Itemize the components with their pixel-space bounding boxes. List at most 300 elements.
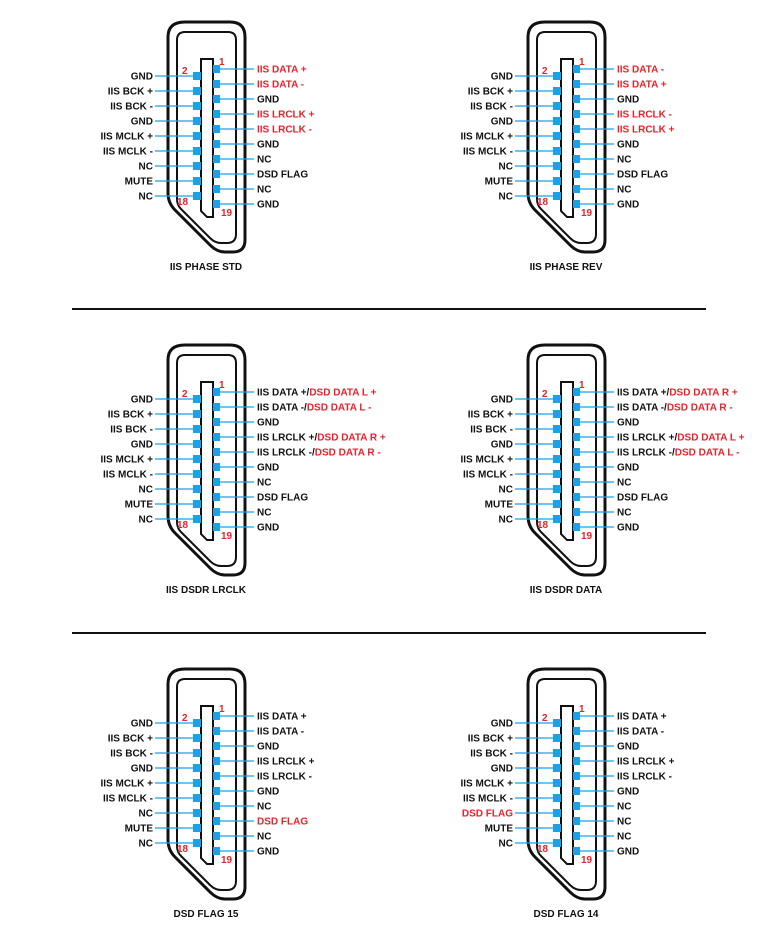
pin-contact xyxy=(213,832,220,840)
pin-number: 2 xyxy=(542,389,548,400)
pin-contact xyxy=(213,155,220,163)
right-pin-label xyxy=(257,95,279,106)
right-pin-label-suffix: DSD DATA R + xyxy=(317,432,386,444)
right-pin-label xyxy=(617,140,639,151)
pin-contact xyxy=(193,395,201,403)
right-pin-label-text: NC xyxy=(617,801,632,813)
right-pin-label xyxy=(257,155,271,166)
right-pin-label-text: IIS LRCLK +/ xyxy=(257,432,318,444)
pin-contact xyxy=(553,779,561,787)
pin-contact xyxy=(573,403,580,411)
right-pin-label xyxy=(617,508,631,519)
right-pin-label xyxy=(617,125,675,136)
right-pin-label-text: GND xyxy=(617,199,640,211)
left-pin-label: MUTE xyxy=(124,499,153,511)
pin-contact xyxy=(193,794,201,802)
pin-contact xyxy=(553,455,561,463)
pin-number: 2 xyxy=(182,389,188,400)
right-pin-label xyxy=(617,110,672,121)
right-pin-label-text: GND xyxy=(617,417,640,429)
pin-contact xyxy=(213,448,220,456)
right-pin-label-text: IIS LRCLK -/ xyxy=(257,447,315,459)
left-pin-label: IIS MCLK + xyxy=(100,131,153,143)
pin-contact xyxy=(553,162,561,170)
right-pin-label xyxy=(257,832,271,843)
right-pin-label-text: IIS DATA -/ xyxy=(257,402,307,414)
left-pin-label: IIS BCK - xyxy=(470,101,513,113)
right-pin-label xyxy=(257,478,271,489)
pin-number: 19 xyxy=(581,531,593,542)
pin-number: 19 xyxy=(221,531,233,542)
right-pin-label-text: IIS LRCLK - xyxy=(617,771,672,783)
pin-contact xyxy=(193,749,201,757)
right-pin-label xyxy=(257,523,279,534)
left-pin-label: GND xyxy=(490,439,513,451)
right-pin-label-text: GND xyxy=(617,522,640,534)
left-pin-label: IIS BCK + xyxy=(107,409,153,421)
connector-caption: DSD FLAG 15 xyxy=(173,909,239,920)
right-pin-label-text: IIS LRCLK + xyxy=(617,756,675,768)
left-pin-label: NC xyxy=(498,838,513,850)
right-pin-label xyxy=(617,787,639,798)
connector-caption: IIS DSDR LRCLK xyxy=(166,585,246,596)
left-pin-label: NC xyxy=(138,161,153,173)
right-pin-label xyxy=(617,418,639,429)
pin-contact xyxy=(213,508,220,516)
right-pin-label xyxy=(257,80,304,91)
right-pin-label xyxy=(617,388,738,399)
right-pin-label-text: GND xyxy=(257,786,280,798)
right-pin-label xyxy=(257,200,279,211)
right-pin-label-text: GND xyxy=(257,462,280,474)
right-pin-label-text: GND xyxy=(257,417,280,429)
right-pin-label xyxy=(257,170,308,181)
pin-contact xyxy=(213,787,220,795)
pin-number: 2 xyxy=(542,713,548,724)
right-pin-label-text: IIS LRCLK - xyxy=(617,109,672,121)
right-pin-label xyxy=(617,742,639,753)
pin-contact xyxy=(193,425,201,433)
pin-contact xyxy=(213,170,220,178)
left-pin-label: GND xyxy=(490,394,513,406)
right-pin-label-text: NC xyxy=(617,816,632,828)
right-pin-label-text: NC xyxy=(617,154,632,166)
pin-contact xyxy=(553,395,561,403)
right-pin-label xyxy=(617,817,631,828)
hdmi-connector xyxy=(460,669,674,920)
right-pin-label xyxy=(617,403,733,414)
pin-contact xyxy=(213,403,220,411)
right-pin-label xyxy=(257,403,371,414)
pin-contact xyxy=(213,140,220,148)
pin-contact xyxy=(553,425,561,433)
right-pin-label xyxy=(617,433,745,444)
hdmi-connector xyxy=(460,345,744,596)
left-pin-label: NC xyxy=(138,808,153,820)
right-pin-label-text: DSD FLAG xyxy=(257,169,309,181)
left-pin-label: GND xyxy=(490,763,513,775)
pin-number: 19 xyxy=(581,208,593,219)
pin-number: 1 xyxy=(579,704,585,715)
pin-number: 1 xyxy=(219,704,225,715)
right-pin-label-text: GND xyxy=(617,741,640,753)
pin-contact xyxy=(213,433,220,441)
left-pin-label: IIS BCK - xyxy=(110,424,153,436)
right-pin-label xyxy=(617,832,631,843)
pin-number: 18 xyxy=(537,520,549,531)
left-pin-label: IIS BCK + xyxy=(107,86,153,98)
left-pin-label: NC xyxy=(498,484,513,496)
right-pin-label xyxy=(617,448,739,459)
pin-contact xyxy=(573,493,580,501)
right-pin-label-text: IIS DATA - xyxy=(617,726,665,738)
pin-contact xyxy=(573,787,580,795)
right-pin-label xyxy=(617,523,639,534)
right-pin-label xyxy=(617,463,639,474)
pin-number: 1 xyxy=(219,380,225,391)
left-pin-label: IIS BCK + xyxy=(467,409,513,421)
right-pin-label xyxy=(617,847,639,858)
right-pin-label xyxy=(257,508,271,519)
left-pin-label: MUTE xyxy=(124,176,153,188)
pin-contact xyxy=(213,742,220,750)
right-pin-label xyxy=(617,757,675,768)
right-pin-label xyxy=(617,185,631,196)
pin-number: 2 xyxy=(182,713,188,724)
hdmi-connector xyxy=(460,22,674,273)
left-pin-label: GND xyxy=(490,71,513,83)
pin-contact xyxy=(193,500,201,508)
right-pin-label-text: NC xyxy=(257,477,272,489)
connector-caption: DSD FLAG 14 xyxy=(533,909,599,920)
right-pin-label xyxy=(617,170,668,181)
right-pin-label xyxy=(617,772,672,783)
right-pin-label xyxy=(257,185,271,196)
pin-contact xyxy=(213,478,220,486)
pin-contact xyxy=(193,734,201,742)
pin-contact xyxy=(573,170,580,178)
right-pin-label xyxy=(617,80,667,91)
pin-contact xyxy=(213,418,220,426)
pin-contact xyxy=(193,779,201,787)
right-pin-label xyxy=(617,478,631,489)
pin-contact xyxy=(213,200,220,208)
left-pin-label: NC xyxy=(498,514,513,526)
pin-contact xyxy=(553,824,561,832)
right-pin-label-text: GND xyxy=(257,94,280,106)
left-pin-label: NC xyxy=(138,838,153,850)
pin-contact xyxy=(193,87,201,95)
right-pin-label xyxy=(257,110,315,121)
pin-contact xyxy=(213,493,220,501)
left-pin-label: IIS MCLK - xyxy=(463,793,513,805)
pin-contact xyxy=(193,470,201,478)
left-pin-label: IIS BCK - xyxy=(110,101,153,113)
right-pin-label-suffix: DSD DATA L - xyxy=(674,447,740,459)
left-pin-label: IIS MCLK + xyxy=(460,454,513,466)
right-pin-label-text: NC xyxy=(257,831,272,843)
pin-contact xyxy=(553,719,561,727)
pin-contact xyxy=(193,764,201,772)
hdmi-connector xyxy=(100,669,314,920)
right-pin-label xyxy=(257,712,307,723)
pin-number: 19 xyxy=(221,855,233,866)
pin-contact xyxy=(573,448,580,456)
pin-contact xyxy=(553,515,561,523)
right-pin-label-text: GND xyxy=(617,139,640,151)
pin-contact xyxy=(573,95,580,103)
right-pin-label xyxy=(257,493,308,504)
right-pin-label-text: IIS LRCLK + xyxy=(617,124,675,136)
pin-contact xyxy=(573,418,580,426)
right-pin-label-text: IIS DATA - xyxy=(257,79,305,91)
pin-contact xyxy=(573,802,580,810)
pin-contact xyxy=(193,132,201,140)
pin-number: 18 xyxy=(177,844,189,855)
right-pin-label-text: DSD FLAG xyxy=(257,492,309,504)
right-pin-label-text: GND xyxy=(257,741,280,753)
left-pin-label: IIS BCK - xyxy=(470,424,513,436)
pin-contact xyxy=(213,817,220,825)
left-pin-label: GND xyxy=(130,116,153,128)
pin-contact xyxy=(193,162,201,170)
pin-contact xyxy=(213,463,220,471)
pin-contact xyxy=(573,185,580,193)
left-pin-label: IIS MCLK + xyxy=(460,131,513,143)
left-pin-label: MUTE xyxy=(484,499,513,511)
pin-contact xyxy=(573,155,580,163)
right-pin-label-suffix: DSD DATA L - xyxy=(306,402,372,414)
left-pin-label: DSD FLAG xyxy=(461,808,513,820)
right-pin-label xyxy=(617,155,631,166)
right-pin-label-text: IIS DATA + xyxy=(257,711,307,723)
pin-contact xyxy=(553,87,561,95)
right-pin-label-text: DSD FLAG xyxy=(257,816,309,828)
right-pin-label-text: NC xyxy=(257,154,272,166)
right-pin-label xyxy=(257,433,386,444)
right-pin-label-text: GND xyxy=(257,139,280,151)
pin-contact xyxy=(213,847,220,855)
pin-contact xyxy=(573,847,580,855)
right-pin-label-text: IIS DATA - xyxy=(617,64,665,76)
left-pin-label: IIS BCK - xyxy=(110,748,153,760)
pin-carrier xyxy=(201,59,213,217)
right-pin-label xyxy=(257,463,279,474)
left-pin-label: GND xyxy=(130,718,153,730)
right-pin-label-text: GND xyxy=(617,94,640,106)
left-pin-label: MUTE xyxy=(124,823,153,835)
pin-number: 19 xyxy=(221,208,233,219)
hdmi-connector xyxy=(100,345,385,596)
pin-contact xyxy=(213,125,220,133)
right-pin-label-text: NC xyxy=(617,477,632,489)
pin-contact xyxy=(553,132,561,140)
right-pin-label-suffix: DSD DATA L + xyxy=(309,387,377,399)
pin-contact xyxy=(213,523,220,531)
left-pin-label: IIS MCLK + xyxy=(100,778,153,790)
right-pin-label-text: IIS DATA -/ xyxy=(617,402,667,414)
right-pin-label xyxy=(617,65,664,76)
left-pin-label: GND xyxy=(130,71,153,83)
pin-carrier xyxy=(561,382,573,540)
pin-contact xyxy=(573,433,580,441)
right-pin-label-text: GND xyxy=(257,199,280,211)
pin-contact xyxy=(213,757,220,765)
left-pin-label: GND xyxy=(130,763,153,775)
right-pin-label-text: DSD FLAG xyxy=(617,169,669,181)
pin-contact xyxy=(193,147,201,155)
right-pin-label xyxy=(257,418,279,429)
right-pin-label-text: GND xyxy=(257,522,280,534)
pin-contact xyxy=(573,508,580,516)
right-pin-label-text: NC xyxy=(617,507,632,519)
pin-contact xyxy=(573,832,580,840)
right-pin-label xyxy=(257,65,307,76)
pin-contact xyxy=(193,102,201,110)
left-pin-label: IIS MCLK - xyxy=(103,793,153,805)
right-pin-label xyxy=(257,787,279,798)
right-pin-label-text: IIS LRCLK - xyxy=(257,124,312,136)
pin-number: 18 xyxy=(177,520,189,531)
pin-contact xyxy=(213,185,220,193)
pin-contact xyxy=(553,470,561,478)
pin-contact xyxy=(193,177,201,185)
pin-carrier xyxy=(201,706,213,864)
pin-contact xyxy=(573,463,580,471)
pin-contact xyxy=(193,440,201,448)
left-pin-label: IIS MCLK + xyxy=(460,778,513,790)
right-pin-label xyxy=(257,742,279,753)
pin-contact xyxy=(573,772,580,780)
right-pin-label xyxy=(257,802,271,813)
left-pin-label: IIS BCK + xyxy=(467,86,513,98)
left-pin-label: NC xyxy=(138,514,153,526)
right-pin-label-text: IIS DATA - xyxy=(257,726,305,738)
right-pin-label xyxy=(617,802,631,813)
pin-number: 1 xyxy=(579,380,585,391)
right-pin-label xyxy=(257,757,315,768)
pin-contact xyxy=(193,455,201,463)
left-pin-label: MUTE xyxy=(484,176,513,188)
right-pin-label-text: IIS DATA + xyxy=(617,79,667,91)
pin-contact xyxy=(193,485,201,493)
connector-caption: IIS PHASE STD xyxy=(169,262,243,273)
right-pin-label-text: GND xyxy=(617,462,640,474)
left-pin-label: IIS BCK + xyxy=(467,733,513,745)
right-pin-label-text: IIS DATA +/ xyxy=(257,387,310,399)
left-pin-label: IIS MCLK - xyxy=(463,469,513,481)
right-pin-label-text: IIS LRCLK + xyxy=(257,756,315,768)
left-pin-label: MUTE xyxy=(484,823,513,835)
right-pin-label-text: NC xyxy=(617,184,632,196)
pin-contact xyxy=(553,72,561,80)
right-pin-label-text: NC xyxy=(617,831,632,843)
pin-number: 18 xyxy=(177,197,189,208)
right-pin-label-suffix: DSD DATA R - xyxy=(666,402,733,414)
left-pin-label: IIS MCLK + xyxy=(100,454,153,466)
pin-contact xyxy=(553,839,561,847)
pin-contact xyxy=(573,140,580,148)
left-pin-label: IIS BCK - xyxy=(470,748,513,760)
pin-contact xyxy=(573,478,580,486)
pin-carrier xyxy=(201,382,213,540)
hdmi-connector xyxy=(100,22,314,273)
right-pin-label xyxy=(617,200,639,211)
pin-contact xyxy=(193,515,201,523)
pin-number: 18 xyxy=(537,844,549,855)
pin-contact xyxy=(213,80,220,88)
pin-contact xyxy=(193,809,201,817)
left-pin-label: IIS MCLK - xyxy=(103,469,153,481)
connector-caption: IIS DSDR DATA xyxy=(529,585,603,596)
pin-contact xyxy=(553,102,561,110)
pin-contact xyxy=(213,727,220,735)
pin-contact xyxy=(573,817,580,825)
pin-contact xyxy=(553,117,561,125)
pin-contact xyxy=(573,742,580,750)
pin-contact xyxy=(213,772,220,780)
left-pin-label: GND xyxy=(490,116,513,128)
right-pin-label xyxy=(617,95,639,106)
left-pin-label: IIS BCK + xyxy=(107,733,153,745)
pin-contact xyxy=(573,110,580,118)
right-pin-label xyxy=(257,448,381,459)
left-pin-label: NC xyxy=(138,484,153,496)
right-pin-label xyxy=(617,493,668,504)
left-pin-label: NC xyxy=(498,191,513,203)
right-pin-label xyxy=(617,727,664,738)
pin-number: 1 xyxy=(219,57,225,68)
right-pin-label-text: IIS LRCLK -/ xyxy=(617,447,675,459)
right-pin-label xyxy=(257,727,304,738)
right-pin-label-suffix: DSD DATA R - xyxy=(314,447,381,459)
pin-number: 2 xyxy=(542,66,548,77)
pin-number: 19 xyxy=(581,855,593,866)
right-pin-label-suffix: DSD DATA R + xyxy=(669,387,738,399)
pin-contact xyxy=(553,147,561,155)
pin-contact xyxy=(553,794,561,802)
right-pin-label-text: DSD FLAG xyxy=(617,492,669,504)
right-pin-label-text: IIS DATA + xyxy=(617,711,667,723)
pin-contact xyxy=(553,485,561,493)
pin-contact xyxy=(573,125,580,133)
right-pin-label xyxy=(257,772,312,783)
right-pin-label-suffix: DSD DATA L + xyxy=(677,432,745,444)
left-pin-label: GND xyxy=(130,394,153,406)
pin-number: 1 xyxy=(579,57,585,68)
pin-contact xyxy=(553,410,561,418)
pin-contact xyxy=(573,80,580,88)
pin-contact xyxy=(213,95,220,103)
pin-contact xyxy=(553,440,561,448)
pin-contact xyxy=(553,192,561,200)
pin-contact xyxy=(193,72,201,80)
connector-caption: IIS PHASE REV xyxy=(529,262,603,273)
right-pin-label-text: IIS LRCLK +/ xyxy=(617,432,678,444)
pin-contact xyxy=(193,192,201,200)
pin-contact xyxy=(193,839,201,847)
right-pin-label-text: NC xyxy=(257,507,272,519)
right-pin-label-text: NC xyxy=(257,801,272,813)
pin-contact xyxy=(553,749,561,757)
left-pin-label: NC xyxy=(138,191,153,203)
pin-contact xyxy=(553,177,561,185)
pin-contact xyxy=(193,719,201,727)
pin-contact xyxy=(213,110,220,118)
right-pin-label-text: IIS LRCLK + xyxy=(257,109,315,121)
left-pin-label: NC xyxy=(498,161,513,173)
right-pin-label xyxy=(617,712,667,723)
